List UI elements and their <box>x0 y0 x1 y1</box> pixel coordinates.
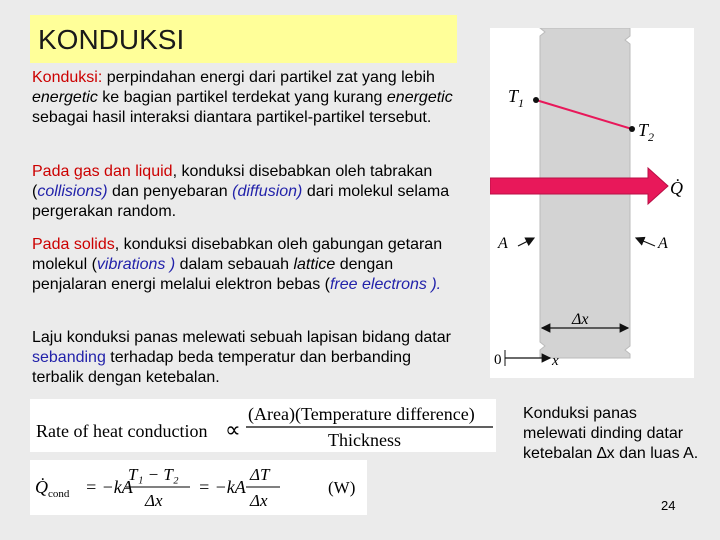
para2-text-1: , konduksi disebabkan oleh tabrakan ( <box>32 163 433 200</box>
formula1-lhs: Rate of heat conduction <box>36 421 208 441</box>
origin-label: 0 <box>494 352 502 368</box>
para3-lattice: lattice <box>293 256 336 273</box>
para3-vibrations: vibrations ) <box>96 256 176 273</box>
area-arrow-left <box>518 238 534 246</box>
para4-text-2: terhadap beda temperatur dan berbanding terbalik dengan ketebalan. <box>32 349 411 386</box>
paragraph-gas-liquid <box>32 162 462 222</box>
para3-text-3: dengan penjalaran energi melalui elektron bebas ( <box>32 256 394 293</box>
area-arrow-right <box>636 238 655 246</box>
para3-text-2: dalam sebauah <box>175 256 294 273</box>
para1-text-1: perpindahan energi dari partikel zat yang lebih <box>102 69 435 86</box>
formula1-proportional: ∝ <box>225 417 241 442</box>
page-number: 24 <box>661 498 676 513</box>
t1-label: $T_1$ <box>508 86 525 110</box>
paragraph-solids <box>32 235 462 295</box>
formula-rate-proportionality <box>30 399 496 452</box>
para1-text-3: sebagai hasil interaksi diantara partikel-partikel tersebut. <box>32 109 432 126</box>
x-label: x <box>552 353 559 369</box>
para2-term: Pada gas dan liquid <box>32 163 173 180</box>
formula2-unit: (W) <box>328 478 356 497</box>
figure-caption: Konduksi panas melewati dinding datar ketebalan ∆x dan luas A. <box>523 405 699 462</box>
t1-point <box>533 97 539 103</box>
formula2-qdot: $Q̇_{cond}$ <box>35 477 70 500</box>
para1-text-2: ke bagian partikel terdekat yang kurang <box>97 89 387 106</box>
para4-text-1: Laju konduksi panas melewati sebuah lapisan bidang datar <box>32 329 451 346</box>
formula-fourier-law <box>30 460 367 515</box>
wall-diagram <box>490 28 694 378</box>
term-konduksi: Konduksi: <box>32 69 103 86</box>
heat-rate-label: Q̇ <box>670 178 683 198</box>
formula2-eq2: = −kA <box>198 477 246 497</box>
para2-diffusion: (diffusion) <box>232 183 303 200</box>
dx-label: Δx <box>572 311 589 328</box>
area-label-right: A <box>658 235 668 252</box>
slide-title: KONDUKSI <box>38 24 185 55</box>
t2-label: $T_2$ <box>638 120 655 144</box>
para2-text-2: dan penyebaran <box>107 183 233 200</box>
formula2-den2: Δx <box>250 491 268 510</box>
wall-conduction-figure <box>490 28 694 378</box>
para1-emph-1: energetic <box>32 89 98 106</box>
area-label-left: A <box>498 235 508 252</box>
paragraph-laju <box>32 328 462 388</box>
formula2-den1: Δx <box>145 491 163 510</box>
para2-text-3: dari molekul selama pergerakan random. <box>32 183 450 220</box>
para3-term: Pada solids <box>32 236 115 253</box>
formula2-num1: T₁ − T₂ <box>128 465 179 484</box>
para3-free-electrons: free electrons ). <box>329 276 442 293</box>
para1-emph-2: energetic <box>386 89 453 106</box>
para2-collisions: collisions) <box>37 183 108 200</box>
paragraph-konduksi <box>32 68 462 128</box>
formula1-numerator: (Area)(Temperature difference) <box>248 404 475 424</box>
para4-sebanding: sebanding <box>32 349 106 366</box>
formula1-denominator: Thickness <box>328 430 401 450</box>
formula2-eq1: = −kA <box>85 477 133 497</box>
para3-text-1: , konduksi disebabkan oleh gabungan getaran molekul ( <box>32 236 443 273</box>
formula2-num2: ΔT <box>250 465 270 484</box>
t2-point <box>629 126 635 132</box>
